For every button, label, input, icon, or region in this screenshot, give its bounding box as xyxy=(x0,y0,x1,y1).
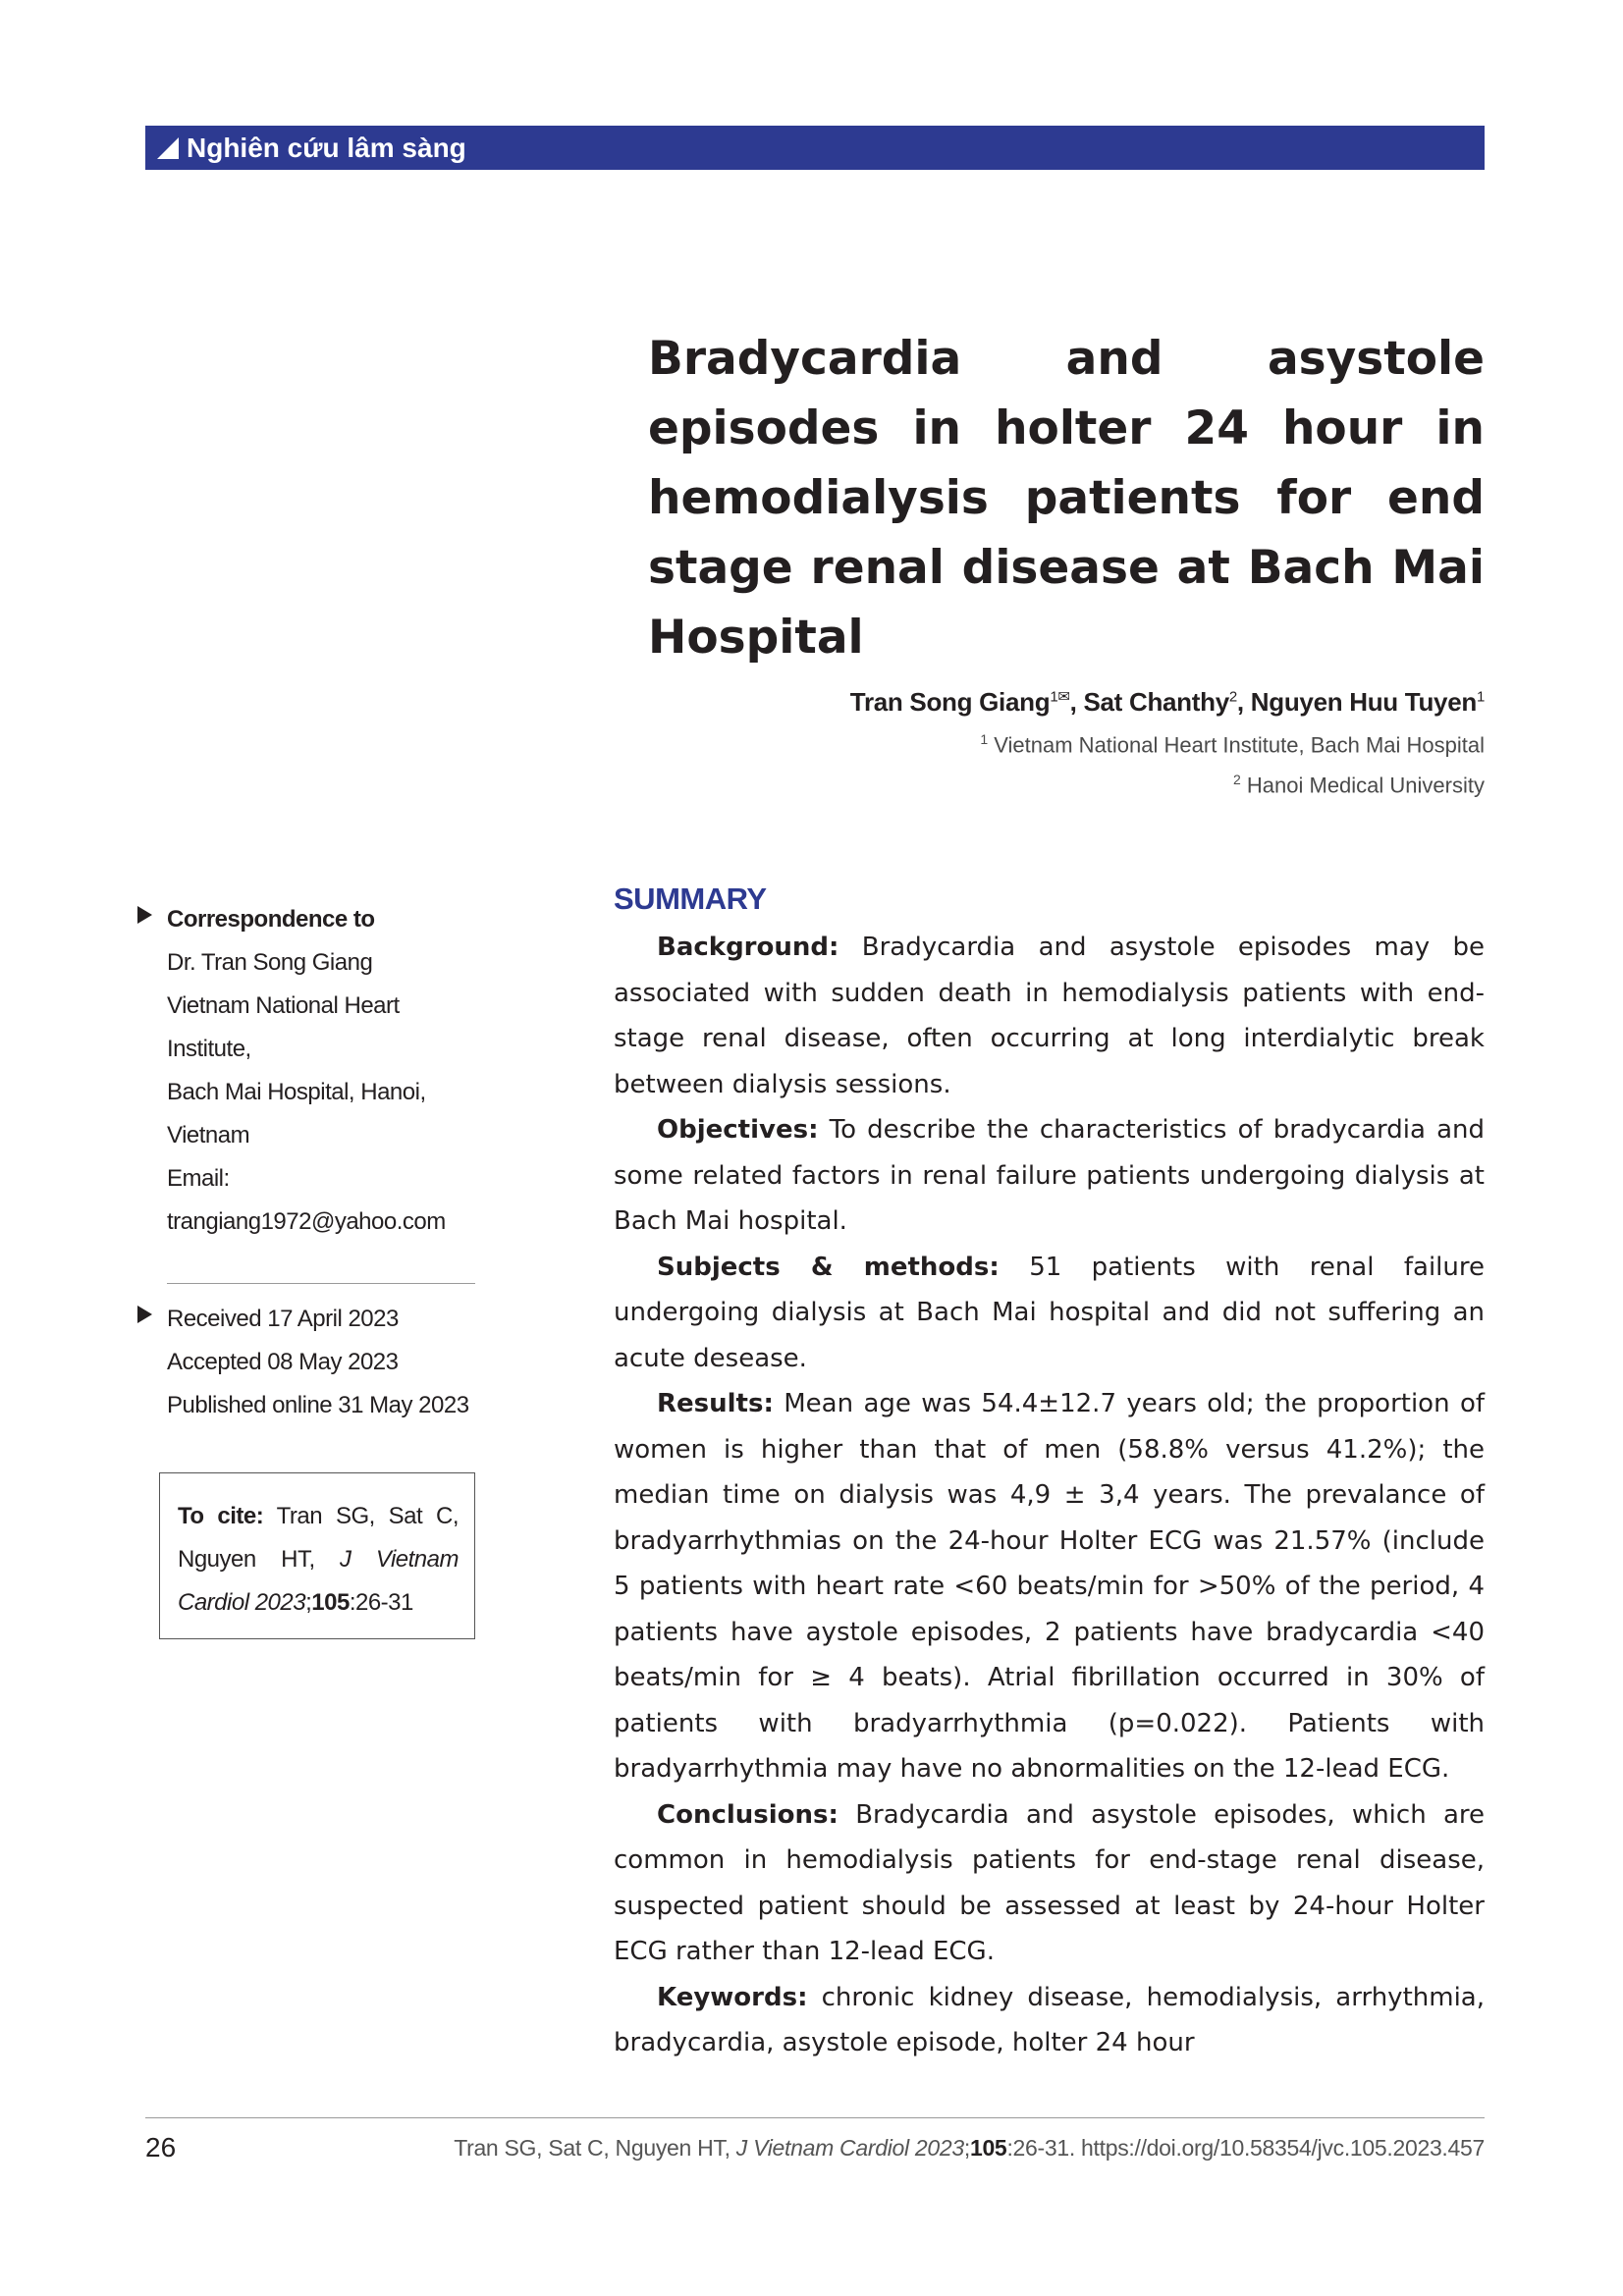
citation-box xyxy=(159,1472,475,1639)
author-affil-sup: 1✉ xyxy=(1050,688,1070,706)
author-name: Sat Chanthy xyxy=(1083,687,1229,717)
author-affil-sup: 1 xyxy=(1476,688,1485,706)
arrow-right-icon xyxy=(137,1306,152,1323)
paragraph-text: Mean age was 54.4±12.7 years old; the proportion of women is higher than that of men (58.8% versus 41.2%); the median time on dialysis was 4,9 ± 3,4 years. The prevalance of bradyarrhythmias on the 24-hour Holter ECG was 21.57% (include 5 patients with heart rate <60 beats/min for >50% of the period, 4 patients have aystole episodes, 2 patients have bradycardia <40 beats/min for ≥ 4 beats). Atrial fibrillation occurred in 30% of patients with bradyarrhythmia (p=0.022). Patients with bradyarrhythmia may have no abnormalities on the 12-lead ECG. xyxy=(614,1389,1486,1784)
author-name: Tran Song Giang xyxy=(849,687,1051,717)
affiliation-sup: 1 xyxy=(980,731,989,747)
received-date: Received 17 April 2023 xyxy=(167,1306,399,1332)
cite-journal: J Vietnam Cardiol 2023 xyxy=(178,1546,459,1616)
section-label-bold: Subjects & methods: xyxy=(657,1252,1000,1282)
divider xyxy=(167,1283,475,1284)
section-label-bold: Conclusions: xyxy=(657,1799,839,1830)
author-block xyxy=(850,687,1485,799)
correspondence-block xyxy=(134,898,475,1244)
correspondence-email[interactable]: Email: trangiang1972@yahoo.com xyxy=(167,1165,446,1235)
paragraph-text: Bradycardia and asystole episodes, which are common in hemodialysis patients for end-stage renal disease, suspected patient should be assessed at least by 24-hour Holter ECG rather than 12-lead ECG. xyxy=(614,1799,1485,1966)
footer-cite-prefix: Tran SG, Sat C, Nguyen HT, xyxy=(454,2135,730,2161)
affiliation-text: Hanoi Medical University xyxy=(1246,773,1485,798)
section-header-bar xyxy=(145,126,1485,170)
cite-pages: :26-31 xyxy=(349,1589,413,1616)
summary-section xyxy=(614,881,1485,2066)
author-affil-sup: 2 xyxy=(1228,688,1237,706)
correspondence-heading: Correspondence to xyxy=(167,906,375,933)
section-label-bold: Keywords: xyxy=(657,1982,808,2012)
paragraph-text: 51 patients with renal failure undergoing dialysis at Bach Mai hospital and did not suffering an acute desease. xyxy=(614,1252,1485,1373)
keywords-paragraph xyxy=(614,1975,1485,2066)
triangle-icon xyxy=(157,137,179,159)
correspondence-line: Vietnam National Heart Institute, xyxy=(167,992,400,1062)
section-label-bold: Objectives: xyxy=(657,1115,819,1145)
cite-volume: 105 xyxy=(311,1589,350,1616)
accepted-date: Accepted 08 May 2023 xyxy=(167,1349,399,1375)
section-label-bold: Results: xyxy=(657,1389,774,1418)
published-date: Published online 31 May 2023 xyxy=(167,1392,469,1418)
footer-sep: ; xyxy=(963,2135,970,2161)
affiliation-sup: 2 xyxy=(1232,772,1241,788)
methods-paragraph xyxy=(614,1245,1485,1382)
conclusions-paragraph xyxy=(614,1792,1485,1975)
footer-volume: 105 xyxy=(969,2135,1007,2161)
correspondence-line: Bach Mai Hospital, Hanoi, Vietnam xyxy=(167,1079,426,1148)
paragraph-text: chronic kidney disease, hemodialysis, arrhythmia, bradycardia, asystole episode, holter 24 hour xyxy=(614,1982,1485,2057)
cite-text: Tran SG, Sat C, Nguyen HT, xyxy=(178,1503,460,1573)
objectives-paragraph xyxy=(614,1107,1485,1245)
affiliation xyxy=(850,731,1485,758)
section-label: Nghiên cứu lâm sàng xyxy=(187,132,466,163)
affiliation-text: Vietnam National Heart Institute, Bach Mai Hospital xyxy=(994,732,1485,758)
arrow-right-icon xyxy=(137,906,152,924)
footer-citation xyxy=(454,2135,1485,2162)
cite-sep: ; xyxy=(305,1589,312,1616)
footer-journal: J Vietnam Cardiol 2023 xyxy=(735,2135,964,2161)
sidebar xyxy=(134,898,475,1639)
section-label-bold: Background: xyxy=(657,933,839,962)
footer-divider xyxy=(145,2117,1485,2118)
correspondence-line: Dr. Tran Song Giang xyxy=(167,949,373,976)
background-paragraph xyxy=(614,925,1485,1107)
summary-title: SUMMARY xyxy=(614,881,767,916)
paragraph-text: Bradycardia and asystole episodes may be associated with sudden death in hemodialysis patients with end-stage renal disease, often occurring at long interdialytic break between dialysis sessions. xyxy=(614,933,1486,1099)
dates-block xyxy=(134,1298,475,1427)
author-list: Tran Song Giang$^{1✉}$, Sat Chanthy$^2$, Nguyen Huu Tuyen$^1$ xyxy=(849,687,1485,717)
results-paragraph xyxy=(614,1381,1485,1792)
article-title: Bradycardia and asystole episodes in holter 24 hour in hemodialysis patients for end stage renal disease at Bach Mai Hospital xyxy=(648,332,1485,665)
paragraph-text: To describe the characteristics of bradycardia and some related factors in renal failure patients undergoing dialysis at Bach Mai hospital. xyxy=(614,1115,1485,1236)
cite-label: To cite: xyxy=(178,1503,264,1529)
page-number: 26 xyxy=(145,2132,177,2163)
footer-doi[interactable]: :26-31. https://doi.org/10.58354/jvc.105.2023.457 xyxy=(1006,2135,1485,2161)
affiliation xyxy=(850,772,1485,798)
author-name: Nguyen Huu Tuyen xyxy=(1250,687,1477,717)
